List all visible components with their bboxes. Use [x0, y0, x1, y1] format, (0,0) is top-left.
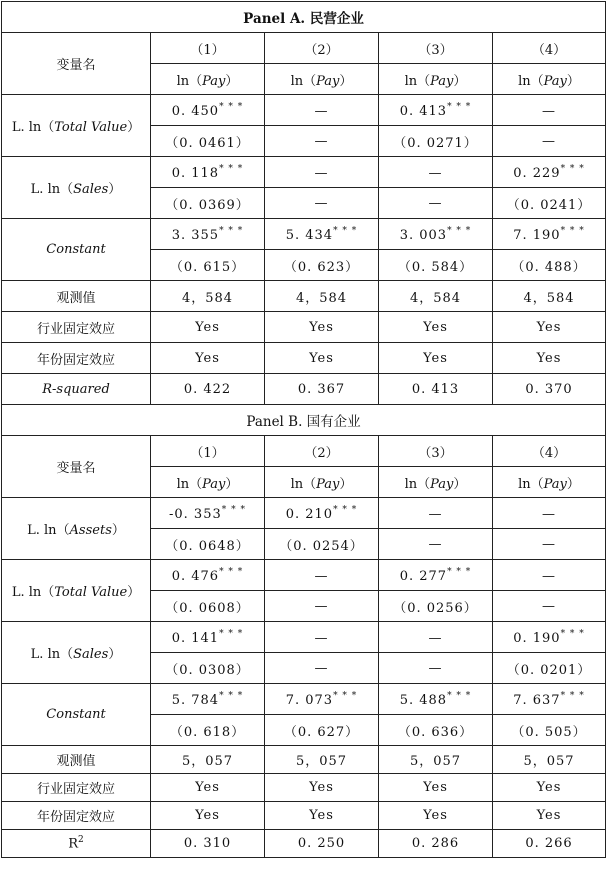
variable-name [2, 622, 151, 684]
coefficient-cell [151, 622, 265, 653]
coefficient-cell [493, 684, 606, 715]
coefficient-value: — [542, 103, 556, 119]
row-label [2, 802, 151, 830]
text: R [68, 836, 79, 852]
dependent-variable [493, 467, 606, 498]
coefficient-value: — [428, 630, 443, 646]
significance-stars: * * * [333, 504, 358, 515]
dependent-variable [379, 64, 493, 95]
standard-error-cell: — [265, 126, 379, 157]
standard-error-cell: （0. 0241） [493, 188, 606, 219]
standard-error-cell: （0. 0256） [379, 591, 493, 622]
stat-value: 5，057 [379, 746, 493, 774]
observations-row [2, 281, 606, 312]
text: ） [566, 476, 580, 492]
significance-stars: * * * [219, 101, 244, 112]
standard-error-cell: （0. 623） [265, 250, 379, 281]
significance-stars: * * * [219, 225, 244, 236]
stat-value: Yes [493, 802, 606, 830]
significance-stars: * * * [447, 690, 472, 701]
coefficient-value: 0. 210 [285, 506, 334, 522]
text: ln（ [290, 476, 317, 492]
dependent-variable [151, 64, 265, 95]
stat-value: Yes [265, 802, 379, 830]
coefficient-value: — [314, 165, 329, 181]
dependent-variable [265, 64, 379, 95]
standard-error-cell: （0. 0254） [265, 529, 379, 560]
standard-error-cell: — [265, 653, 379, 684]
year-fe-row [2, 802, 606, 830]
coef-row [2, 157, 606, 188]
stat-value: 4，584 [265, 281, 379, 312]
text: R-squared [42, 381, 110, 397]
standard-error-cell: — [379, 653, 493, 684]
text: ln（ [404, 476, 431, 492]
text: Constant [46, 242, 106, 257]
coefficient-value: — [428, 165, 443, 181]
stat-value: 5，057 [493, 746, 606, 774]
coefficient-value: 3. 355 [171, 227, 220, 243]
stat-value: 0. 370 [493, 374, 606, 405]
text: ln（ [518, 73, 544, 89]
standard-error-cell: — [493, 591, 606, 622]
text: ） [127, 585, 141, 600]
r-squared-row [2, 830, 606, 858]
coefficient-value: — [428, 506, 443, 522]
variable-name-header: 变量名 [2, 33, 151, 95]
coefficient-cell [265, 157, 379, 188]
significance-stars: * * * [219, 690, 244, 701]
text: ln（ [176, 73, 203, 89]
significance-stars: * * * [560, 225, 585, 236]
stat-value: Yes [379, 312, 493, 343]
stat-value: 0. 413 [379, 374, 493, 405]
coefficient-value: 7. 073 [285, 692, 334, 708]
text: Constant [46, 707, 106, 722]
coef-row [2, 622, 606, 653]
standard-error-cell: — [265, 188, 379, 219]
variable-name-header: 变量名 [2, 436, 151, 498]
text: ） [108, 647, 122, 662]
text: Pay [316, 73, 340, 89]
significance-stars: * * * [219, 566, 244, 577]
industry-fe-row [2, 312, 606, 343]
panelB-title-row [2, 405, 606, 436]
coefficient-value: — [542, 506, 556, 522]
regression-table [1, 1, 606, 858]
panelA-title-row [2, 2, 606, 33]
significance-stars: * * * [560, 690, 585, 701]
standard-error-cell: （0. 0461） [151, 126, 265, 157]
header-row [2, 33, 606, 64]
coefficient-cell [493, 219, 606, 250]
significance-stars: * * * [560, 628, 585, 639]
text: Pay [543, 476, 567, 492]
text: ln（ [404, 73, 431, 89]
text: Pay [430, 73, 454, 89]
row-label [2, 774, 151, 802]
column-number: （4） [493, 436, 606, 467]
text: Pay [202, 476, 226, 492]
header-row [2, 436, 606, 467]
coefficient-cell [265, 560, 379, 591]
year-fe-row [2, 343, 606, 374]
stat-value: 0. 266 [493, 830, 606, 858]
variable-name [2, 684, 151, 746]
variable-name [2, 560, 151, 622]
standard-error-cell: （0. 0308） [151, 653, 265, 684]
coefficient-cell [151, 560, 265, 591]
coefficient-value: 0. 277 [399, 568, 448, 584]
standard-error-cell: （0. 618） [151, 715, 265, 746]
dependent-variable [493, 64, 606, 95]
coef-row [2, 219, 606, 250]
coefficient-value: 0. 190 [513, 630, 561, 646]
coef-row [2, 560, 606, 591]
coefficient-cell [493, 622, 606, 653]
column-number: （3） [379, 33, 493, 64]
text: L. ln（ [11, 120, 55, 135]
coefficient-cell [379, 622, 493, 653]
stat-value: 4，584 [493, 281, 606, 312]
text: L. ln（ [30, 182, 74, 197]
row-label [2, 343, 151, 374]
row-label [2, 281, 151, 312]
text: L. ln（ [30, 647, 74, 662]
standard-error-cell: （0. 0201） [493, 653, 606, 684]
column-number: （2） [265, 436, 379, 467]
significance-stars: * * * [560, 163, 585, 174]
standard-error-cell: （0. 0608） [151, 591, 265, 622]
stat-value: Yes [265, 312, 379, 343]
coefficient-cell [265, 684, 379, 715]
coefficient-cell [379, 498, 493, 529]
row-label [2, 374, 151, 405]
text: 年份固定效应 [36, 810, 115, 825]
text: 观测值 [56, 754, 96, 769]
text: Pay [543, 73, 567, 89]
variable-name [2, 498, 151, 560]
coefficient-value: — [314, 568, 329, 584]
standard-error-cell: — [379, 188, 493, 219]
text: ） [453, 476, 467, 492]
stat-value: 5，057 [151, 746, 265, 774]
column-number: （2） [265, 33, 379, 64]
row-label [2, 830, 151, 858]
standard-error-cell: （0. 636） [379, 715, 493, 746]
stat-value: 0. 250 [265, 830, 379, 858]
panelB-title: Panel B. 国有企业 [2, 405, 606, 436]
coef-row [2, 498, 606, 529]
coefficient-value: — [314, 103, 329, 119]
standard-error-cell: （0. 0648） [151, 529, 265, 560]
standard-error-cell: （0. 0369） [151, 188, 265, 219]
stat-value: Yes [493, 312, 606, 343]
coef-row [2, 95, 606, 126]
stat-value: Yes [151, 774, 265, 802]
text: ln（ [518, 476, 544, 492]
text: Total Value [54, 120, 128, 135]
text: ln（ [290, 73, 317, 89]
r-squared-row [2, 374, 606, 405]
significance-stars: * * * [447, 101, 472, 112]
coefficient-value: 0. 118 [171, 165, 220, 181]
stat-value: Yes [265, 774, 379, 802]
observations-row [2, 746, 606, 774]
coefficient-cell [151, 95, 265, 126]
coefficient-cell [151, 498, 265, 529]
text: Total Value [54, 585, 128, 600]
panelA-title: Panel A. 民营企业 [2, 2, 606, 33]
superscript: 2 [78, 835, 84, 846]
stat-value: Yes [493, 774, 606, 802]
column-number: （4） [493, 33, 606, 64]
text: Pay [430, 476, 454, 492]
stat-value: Yes [379, 802, 493, 830]
standard-error-cell: （0. 488） [493, 250, 606, 281]
coefficient-value: 0. 413 [399, 103, 448, 119]
text: 行业固定效应 [36, 321, 115, 337]
stat-value: 0. 286 [379, 830, 493, 858]
coefficient-cell [265, 219, 379, 250]
coefficient-value: 0. 229 [513, 165, 561, 181]
standard-error-cell: （0. 0271） [379, 126, 493, 157]
coefficient-value: 5. 784 [171, 692, 220, 708]
coefficient-cell [151, 684, 265, 715]
dependent-variable [265, 467, 379, 498]
coefficient-cell [379, 95, 493, 126]
stat-value: Yes [151, 802, 265, 830]
text: Sales [73, 647, 109, 662]
coefficient-cell [265, 95, 379, 126]
text: L. ln（ [27, 523, 70, 538]
coefficient-value: 7. 637 [513, 692, 561, 708]
column-number: （1） [151, 33, 265, 64]
standard-error-cell: — [265, 591, 379, 622]
text: ） [225, 73, 239, 89]
stat-value: 4，584 [151, 281, 265, 312]
standard-error-cell: — [493, 126, 606, 157]
text: ） [225, 476, 239, 492]
coefficient-value: 0. 141 [171, 630, 220, 646]
significance-stars: * * * [447, 566, 472, 577]
stat-value: Yes [151, 343, 265, 374]
text: Pay [202, 73, 226, 89]
coefficient-cell [493, 560, 606, 591]
variable-name [2, 219, 151, 281]
text: ） [108, 182, 122, 197]
standard-error-cell: （0. 505） [493, 715, 606, 746]
column-number: （1） [151, 436, 265, 467]
row-label [2, 746, 151, 774]
variable-name [2, 157, 151, 219]
text: ） [566, 73, 580, 89]
standard-error-cell: （0. 615） [151, 250, 265, 281]
stat-value: Yes [379, 774, 493, 802]
coefficient-cell [265, 498, 379, 529]
coefficient-value: 0. 476 [171, 568, 220, 584]
stat-value: 0. 422 [151, 374, 265, 405]
coefficient-cell [379, 219, 493, 250]
coefficient-cell [493, 498, 606, 529]
coefficient-cell [265, 622, 379, 653]
standard-error-cell: （0. 627） [265, 715, 379, 746]
coefficient-cell [151, 219, 265, 250]
coefficient-value: 0. 450 [171, 103, 220, 119]
stat-value: Yes [379, 343, 493, 374]
stat-value: 5，057 [265, 746, 379, 774]
dependent-variable [379, 467, 493, 498]
coefficient-cell [493, 157, 606, 188]
coefficient-value: 3. 003 [399, 227, 448, 243]
text: ） [339, 73, 353, 89]
text: ln（ [176, 476, 203, 492]
coefficient-value: 7. 190 [513, 227, 561, 243]
significance-stars: * * * [221, 504, 246, 515]
coefficient-cell [379, 684, 493, 715]
industry-fe-row [2, 774, 606, 802]
stat-value: 0. 367 [265, 374, 379, 405]
text: 观测值 [56, 290, 96, 306]
text: Pay [316, 476, 340, 492]
standard-error-cell: — [379, 529, 493, 560]
significance-stars: * * * [219, 628, 244, 639]
stat-value: Yes [151, 312, 265, 343]
stat-value: Yes [265, 343, 379, 374]
significance-stars: * * * [333, 690, 358, 701]
text: 年份固定效应 [36, 352, 115, 368]
coefficient-value: -0. 353 [169, 506, 222, 522]
variable-name [2, 95, 151, 157]
column-number: （3） [379, 436, 493, 467]
text: Assets [69, 523, 112, 538]
significance-stars: * * * [447, 225, 472, 236]
significance-stars: * * * [333, 225, 358, 236]
text: Sales [73, 182, 109, 197]
coefficient-value: — [314, 630, 329, 646]
standard-error-cell: — [493, 529, 606, 560]
text: L. ln（ [11, 585, 55, 600]
coefficient-value: 5. 488 [399, 692, 448, 708]
coef-row [2, 684, 606, 715]
significance-stars: * * * [219, 163, 244, 174]
text: ） [339, 476, 353, 492]
text: ） [453, 73, 467, 89]
coefficient-cell [493, 95, 606, 126]
coefficient-cell [379, 560, 493, 591]
text: 行业固定效应 [36, 782, 115, 797]
coefficient-cell [379, 157, 493, 188]
coefficient-value: — [542, 568, 556, 584]
coefficient-cell [151, 157, 265, 188]
dependent-variable [151, 467, 265, 498]
text: ） [127, 120, 141, 135]
standard-error-cell: （0. 584） [379, 250, 493, 281]
coefficient-value: 5. 434 [285, 227, 334, 243]
stat-value: 4，584 [379, 281, 493, 312]
stat-value: Yes [493, 343, 606, 374]
row-label [2, 312, 151, 343]
stat-value: 0. 310 [151, 830, 265, 858]
text: ） [111, 523, 125, 538]
